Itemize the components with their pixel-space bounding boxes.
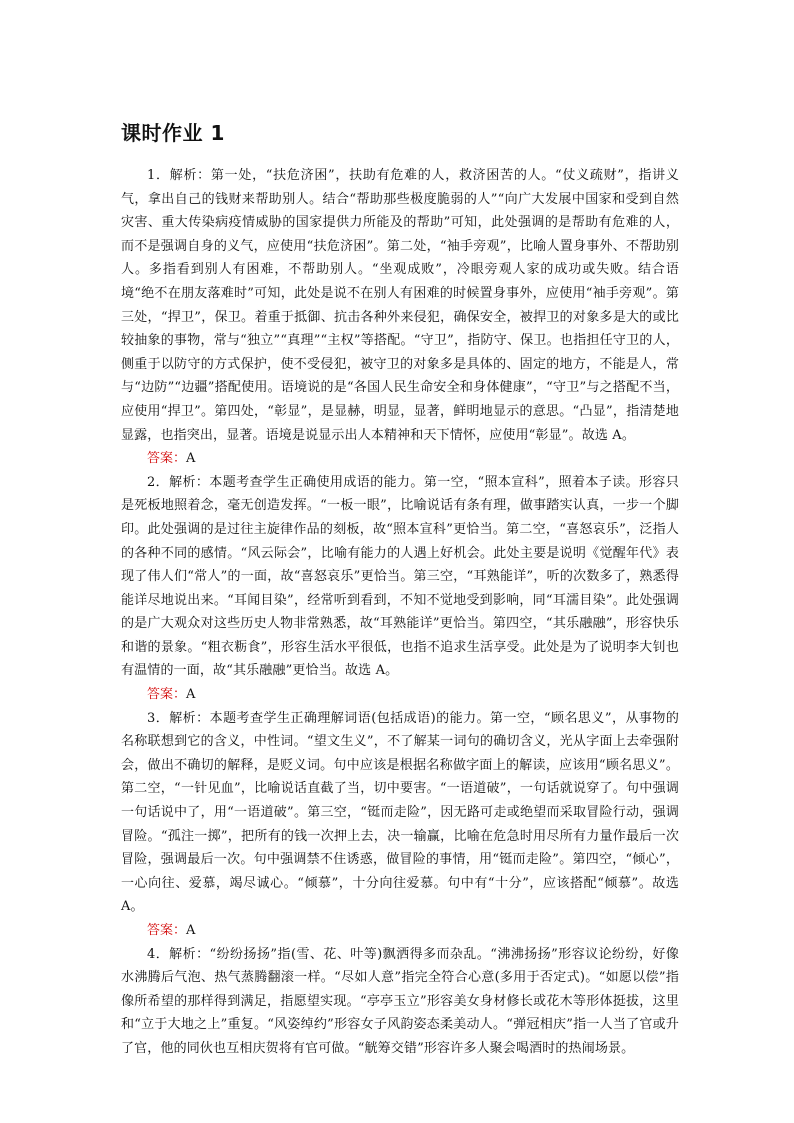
item-2-answer: [121, 683, 679, 707]
answer-value: A: [186, 687, 196, 703]
item-2-analysis: 2．解析：本题考查学生正确使用成语的能力。第一空，“照本宣科”，照着本子读。形容只是死板地照着念，毫无创造发挥。“一板一眼”，比喻说话有条有理，做事踏实认真，一步一个脚印。此处强调的是过往主旋律作品的刻板，故“照本宣科”更恰当。第二空，“喜怒哀乐”，泛指人的各种不同的感情。“风云际会”，比喻有能力的人遇上好机会。此处主要是说明《觉醒年代》表现了伟人们“常人”的一面，故“喜怒哀乐”更恰当。第三空，“耳熟能详”，听的次数多了，熟悉得能详尽地说出来。“耳闻目染”，经常听到看到，不知不觉地受到影响，同“耳濡目染”。此处强调的是广大观众对这些历史人物非常熟悉，故“耳熟能详”更恰当。第四空，“其乐融融”，形容快乐和谐的景象。“粗衣粝食”，形容生活水平很低，也指不追求生活享受。此处是为了说明李大钊也有温情的一面，故“其乐融融”更恰当。故选 A。: [121, 474, 679, 679]
answer-label: 答案：: [147, 923, 187, 938]
item-4-analysis: 4．解析：“纷纷扬扬”指(雪、花、叶等)飘洒得多而杂乱。“沸沸扬扬”形容议论纷纷，好像水沸腾后气泡、热气蒸腾翻滚一样。“尽如人意”指完全符合心意(多用于否定式)。“如愿以偿”指像所希望的那样得到满足，指愿望实现。“亭亭玉立”形容美女身材修长或花木等形体挺拔，这里和“立于大地之上”重复。“风姿绰约”形容女子风韵姿态柔美动人。“弹冠相庆”指一人当了官或升了官，他的同伙也互相庆贺将有官可做。“觥筹交错”形容许多人聚会喝酒时的热闹场景。: [121, 946, 679, 1056]
item-3-analysis: 3．解析：本题考查学生正确理解词语(包括成语)的能力。第一空，“顾名思义”，从事物的名称联想到它的含义，中性词。“望文生义”，不了解某一词句的确切含义，光从字面上去牵强附会，做出不确切的解释，是贬义词。句中应该是根据名称做字面上的解读，应该用“顾名思义”。第二空，“一针见血”，比喻说话直截了当，切中要害。“一语道破”，一句话就说穿了。句中强调一句话说中了，用“一语道破”。第三空，“铤而走险”，因无路可走或绝望而采取冒险行动，强调冒险。“孤注一掷”，把所有的钱一次押上去，决一输赢，比喻在危急时用尽所有力量作最后一次冒险，强调最后一次。句中强调禁不住诱惑，做冒险的事情，用“铤而走险”。第四空，“倾心”，一心向往、爱慕，竭尽诚心。“倾慕”，十分向往爱慕。句中有“十分”，应该搭配“倾慕”。故选 A。: [121, 710, 679, 915]
answer-value: A: [186, 451, 196, 467]
page-title: 课时作业 1: [121, 121, 225, 145]
document-page: [121, 120, 679, 1061]
item-3-answer: [121, 919, 679, 943]
item-1-analysis: 1．解析：第一处，“扶危济困”，扶助有危难的人，救济困苦的人。“仗义疏财”，指讲义气，拿出自己的钱财来帮助别人。结合“帮助那些极度脆弱的人”“向广大发展中国家和受到自然灾害、重大传染病疫情威胁的国家提供力所能及的帮助”可知，此处强调的是帮助有危难的人，而不是强调自身的义气，应使用“扶危济困”。第二处，“袖手旁观”，比喻人置身事外、不帮助别人。多指看到别人有困难，不帮助别人。“坐观成败”，冷眼旁观人家的成功或失败。结合语境“绝不在朋友落难时”可知，此处是说不在别人有困难的时候置身事外，应使用“袖手旁观”。第三处，“捍卫”，保卫。着重于抵御、抗击各种外来侵犯，确保安全，被捍卫的对象多是大的或比较抽象的事物，常与“独立”“真理”“主权”等搭配。“守卫”，指防守、保卫。也指担任守卫的人，侧重于以防守的方式保护，使不受侵犯，被守卫的对象多是具体的、固定的地方，不能是人，常与“边防”“边疆”搭配使用。语境说的是“各国人民生命安全和身体健康”，“守卫”与之搭配不当，应使用“捍卫”。第四处，“彰显”，是显赫，明显，显著，鲜明地显示的意思。“凸显”，指清楚地显露，也指突出，显著。语境是说显示出人本精神和天下情怀，应使用“彰显”。故选 A。: [121, 168, 679, 443]
answer-label: 答案：: [147, 451, 187, 467]
answer-label: 答案：: [147, 687, 187, 703]
answer-value: A: [186, 923, 196, 938]
item-1-answer: [121, 447, 679, 471]
